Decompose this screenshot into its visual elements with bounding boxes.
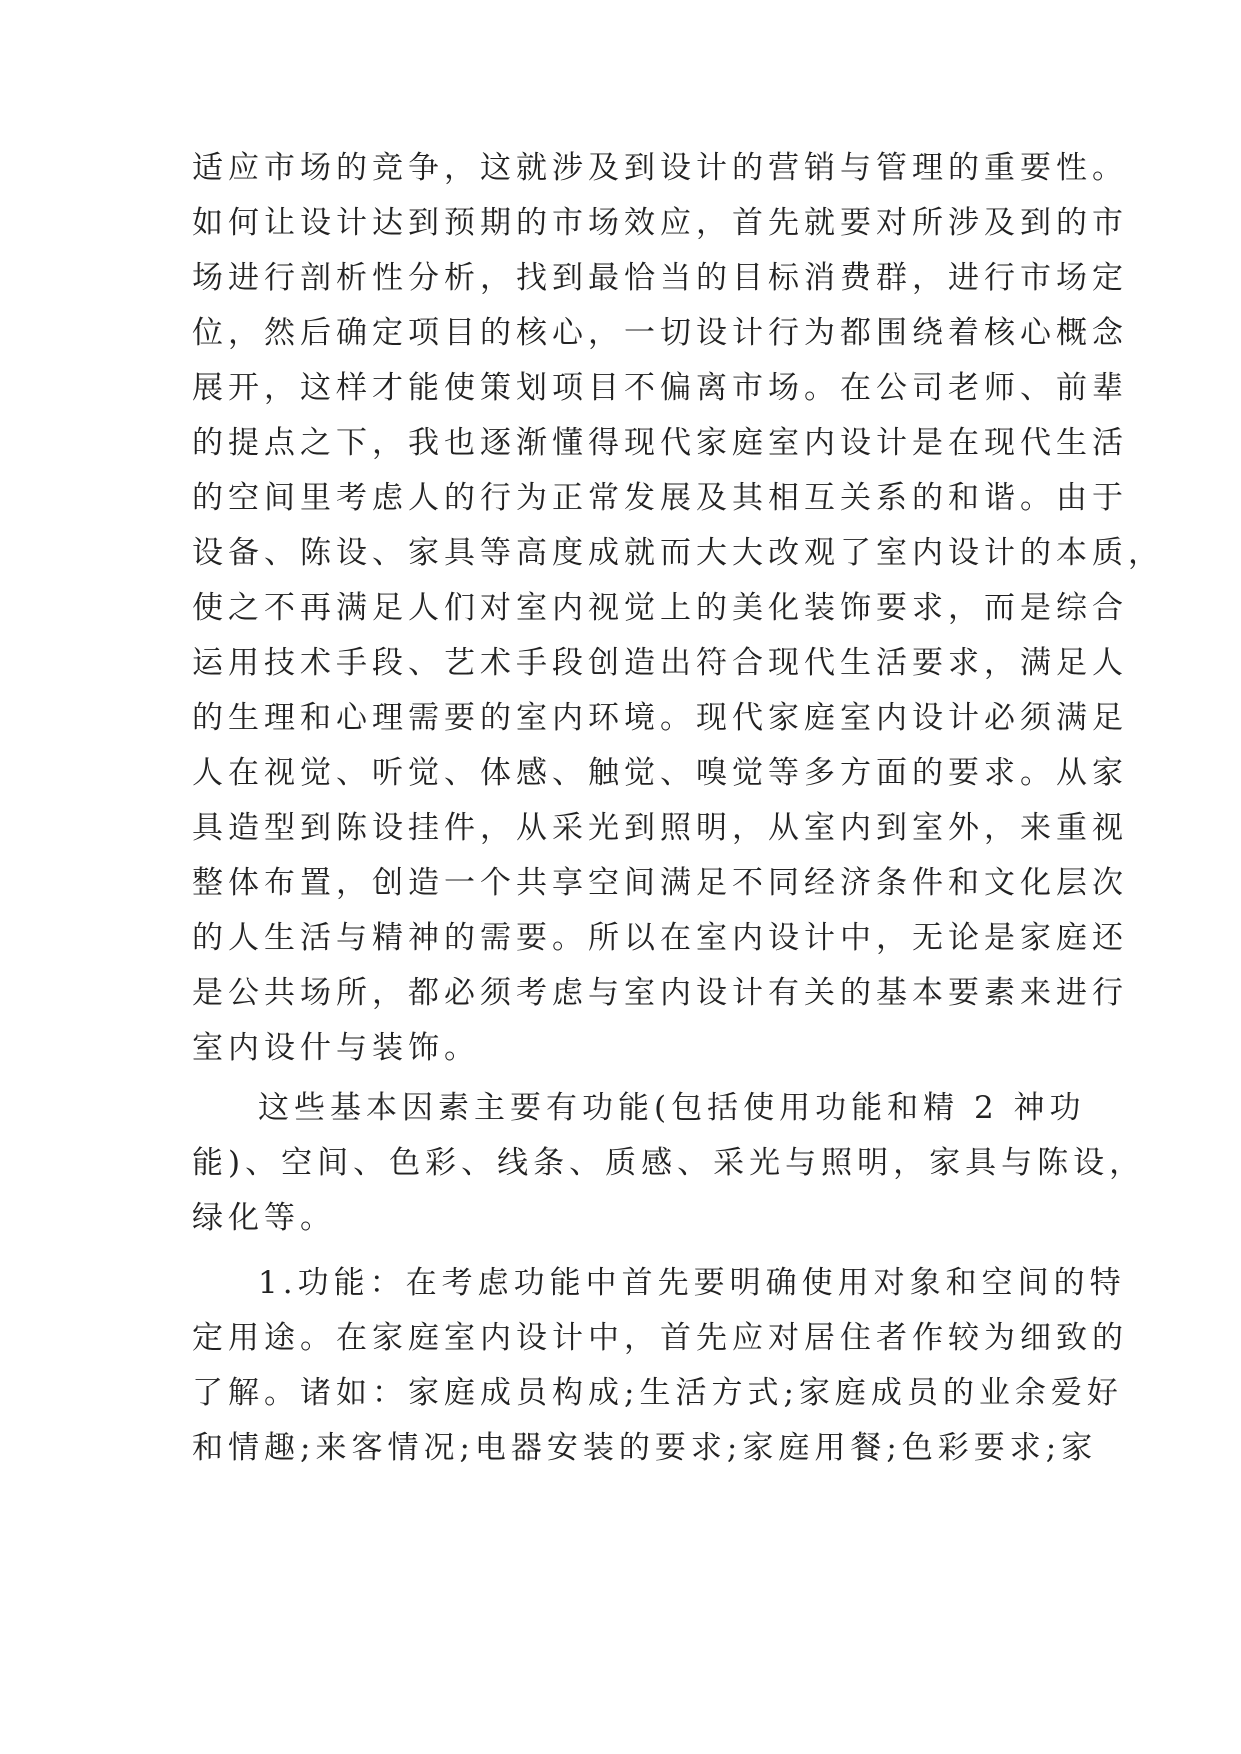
paragraph-line: 人在视觉、听觉、体感、触觉、嗅觉等多方面的要求。从家 (192, 755, 1128, 791)
paragraph-line: 位，然后确定项目的核心，一切设计行为都围绕着核心概念 (192, 315, 1128, 351)
paragraph-line: 和情趣;来客情况;电器安装的要求;家庭用餐;色彩要求;家 (192, 1430, 1098, 1466)
paragraph-line: 的空间里考虑人的行为正常发展及其相互关系的和谐。由于 (192, 480, 1128, 516)
paragraph-line: 这些基本因素主要有功能(包括使用功能和精 2 神功 (258, 1090, 1086, 1126)
paragraph-line: 整体布置，创造一个共享空间满足不同经济条件和文化层次 (192, 865, 1128, 901)
paragraph-line: 的生理和心理需要的室内环境。现代家庭室内设计必须满足 (192, 700, 1128, 736)
paragraph-line: 1.功能：在考虑功能中首先要明确使用对象和空间的特 (258, 1265, 1126, 1301)
paragraph-line: 适应市场的竞争，这就涉及到设计的营销与管理的重要性。 (192, 150, 1128, 186)
paragraph-line: 运用技术手段、艺术手段创造出符合现代生活要求，满足人 (192, 645, 1128, 681)
paragraph-line: 是公共场所，都必须考虑与室内设计有关的基本要素来进行 (192, 975, 1128, 1011)
paragraph-line: 使之不再满足人们对室内视觉上的美化装饰要求，而是综合 (192, 590, 1128, 626)
paragraph-line: 设备、陈设、家具等高度成就而大大改观了室内设计的本质， (192, 535, 1164, 571)
paragraph-line: 展开，这样才能使策划项目不偏离市场。在公司老师、前辈 (192, 370, 1128, 406)
paragraph-line: 能)、空间、色彩、线条、质感、采光与照明，家具与陈设， (192, 1145, 1146, 1181)
paragraph-line: 具造型到陈设挂件，从采光到照明，从室内到室外，来重视 (192, 810, 1128, 846)
paragraph-line: 室内设什与装饰。 (192, 1030, 480, 1066)
paragraph-line: 定用途。在家庭室内设计中，首先应对居住者作较为细致的 (192, 1320, 1128, 1356)
paragraph-line: 的提点之下，我也逐渐懂得现代家庭室内设计是在现代生活 (192, 425, 1128, 461)
paragraph-line: 的人生活与精神的需要。所以在室内设计中，无论是家庭还 (192, 920, 1128, 956)
paragraph-line: 如何让设计达到预期的市场效应，首先就要对所涉及到的市 (192, 205, 1128, 241)
paragraph-line: 了解。诸如：家庭成员构成;生活方式;家庭成员的业余爱好 (192, 1375, 1123, 1411)
paragraph-line: 场进行剖析性分析，找到最恰当的目标消费群，进行市场定 (192, 260, 1128, 296)
paragraph-line: 绿化等。 (192, 1200, 336, 1236)
